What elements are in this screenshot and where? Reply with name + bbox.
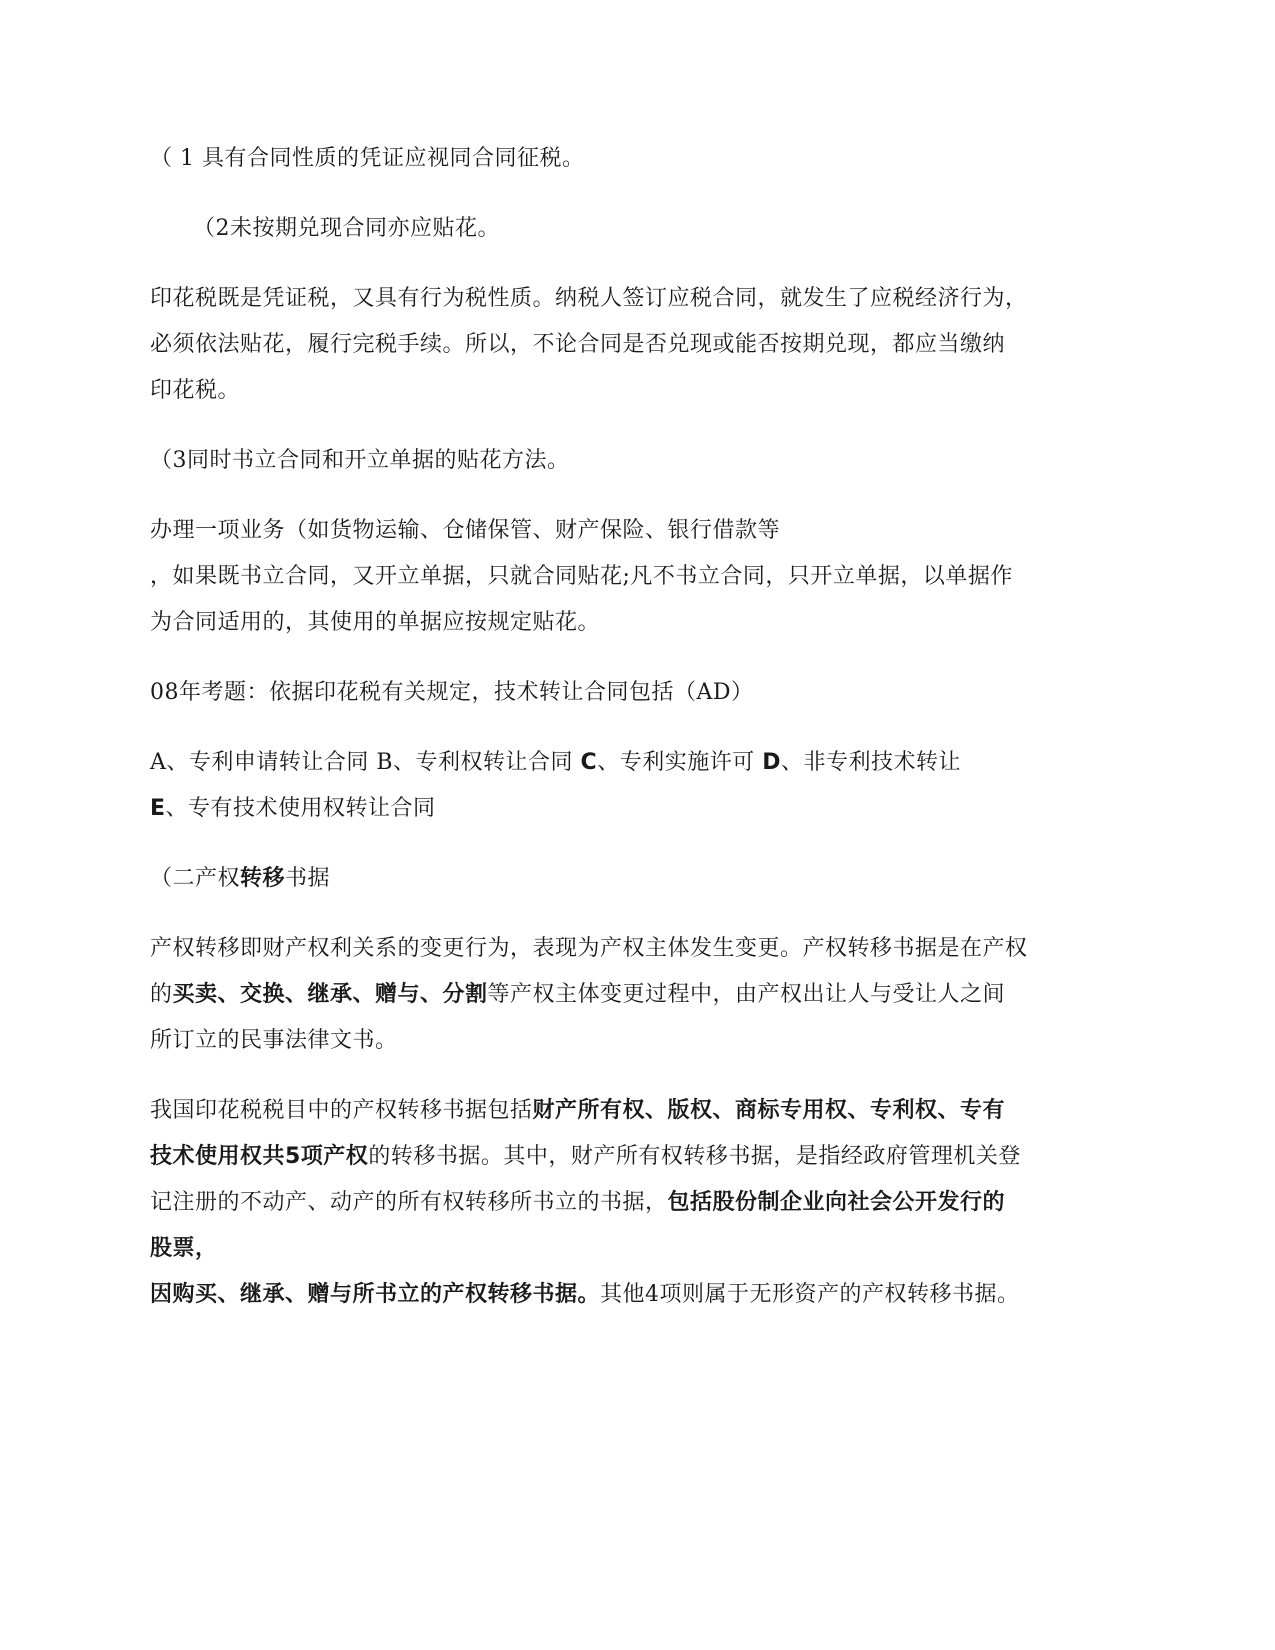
- paragraph-2-line-3: 为合同适用的，其使用的单据应按规定贴花。: [150, 610, 601, 635]
- clause-2: （2未按期兑现合同亦应贴花。: [193, 216, 500, 241]
- p4-line3-bold: 包括股份制企业向社会公开发行的: [667, 1190, 1006, 1215]
- p3-line2-post: 等产权主体变更过程中，由产权出让人与受让人之间: [487, 982, 1006, 1007]
- paragraph-1-line-2: 必须依法贴花，履行完税手续。所以，不论合同是否兑现或能否按期兑现，都应当缴纳: [150, 332, 1006, 357]
- options-line-2: [150, 794, 436, 824]
- p4-line2-post: 的转移书据。其中，财产所有权转移书据，是指经政府管理机关登: [368, 1144, 1021, 1169]
- paragraph-3-line-3: 所订立的民事法律文书。: [150, 1028, 398, 1053]
- paragraph-4-line-2: [150, 1142, 1021, 1172]
- p4-line1-bold: 财产所有权、版权、商标专用权、专利权、专有: [532, 1098, 1006, 1123]
- paragraph-3-line-1: 产权转移即财产权利关系的变更行为，表现为产权主体发生变更。产权转移书据是在产权: [150, 936, 1028, 961]
- paragraph-4-line-5: [150, 1280, 1020, 1310]
- p4-line5-bold: 因购买、继承、赠与所书立的产权转移书据。: [150, 1282, 601, 1307]
- p3-line2-bold: 买卖、交换、继承、赠与、分割: [172, 982, 488, 1007]
- option-d-letter: D: [762, 750, 781, 775]
- p4-line4-bold: 股票，: [150, 1236, 218, 1261]
- section-heading-bold: 转移: [240, 866, 286, 891]
- p4-line2-bold: 技术使用权共5项产权: [150, 1144, 369, 1169]
- option-d-text: 、非专利技术转让: [780, 750, 961, 775]
- p4-line3-pre: 记注册的不动产、动产的所有权转移所书立的书据，: [150, 1190, 668, 1215]
- paragraph-4-line-3: [150, 1188, 1005, 1218]
- section-heading-pre: （二产权: [150, 866, 241, 891]
- section-heading-2: [150, 864, 330, 894]
- paragraph-2-line-2: ，如果既书立合同，又开立单据，只就合同贴花;凡不书立合同，只开立单据，以单据作: [150, 564, 1013, 589]
- exam-question: 08年考题：依据印花税有关规定，技术转让合同包括（AD）: [150, 680, 754, 705]
- paragraph-4-line-4: [150, 1234, 218, 1264]
- options-line-1: [150, 748, 961, 778]
- option-c-text: 、专利实施许可: [597, 750, 763, 775]
- paragraph-3-line-2: [150, 980, 1005, 1010]
- section-heading-post: 书据: [285, 866, 331, 891]
- p4-line5-post: 其他4项则属于无形资产的产权转移书据。: [600, 1282, 1020, 1307]
- paragraph-1-line-3: 印花税。: [150, 378, 241, 403]
- p3-line2-pre: 的: [150, 982, 173, 1007]
- options-a-b: A、专利申请转让合同 B、专利权转让合同: [150, 750, 581, 775]
- option-e-text: 、专有技术使用权转让合同: [165, 796, 436, 821]
- paragraph-4-line-1: [150, 1096, 1005, 1126]
- p4-line1-pre: 我国印花税税目中的产权转移书据包括: [150, 1098, 533, 1123]
- option-c-letter: C: [580, 750, 598, 775]
- clause-1: （ 1 具有合同性质的凭证应视同合同征税。: [150, 146, 585, 171]
- option-e-letter: E: [150, 796, 166, 821]
- paragraph-2-line-1: 办理一项业务（如货物运输、仓储保管、财产保险、银行借款等: [150, 518, 781, 543]
- clause-3: （3同时书立合同和开立单据的贴花方法。: [150, 448, 570, 473]
- paragraph-1-line-1: 印花税既是凭证税，又具有行为税性质。纳税人签订应税合同，就发生了应税经济行为，: [150, 286, 1028, 311]
